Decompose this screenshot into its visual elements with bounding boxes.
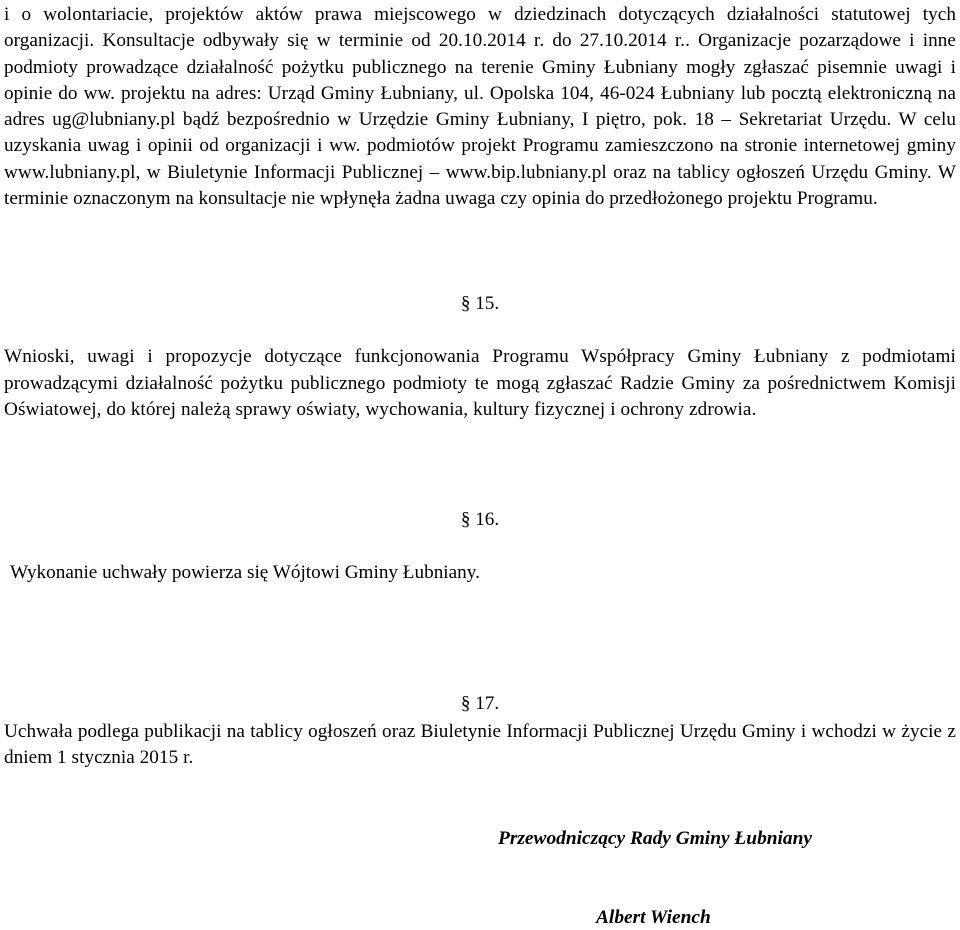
text-line: Wnioski, uwagi i propozycje dotyczące funkcjonowania Programu Współpracy Gminy Łubniany z bbox=[4, 346, 850, 367]
text-line: gminy www.lubniany.pl, w Biuletynie Informacji Publicznej – www.bip.lubniany.pl oraz na tablicy bbox=[4, 135, 956, 183]
text-line: bezpośrednio w Urzędzie Gminy Łubniany, I piętro, pok. 18 – Sekretariat Urzędu. W celu uzyskania bbox=[4, 109, 956, 157]
text-line: podmiotami prowadzącymi działalność pożytku publicznego podmioty te mogą zgłaszać Radzie bbox=[4, 346, 956, 394]
section-15-paragraph bbox=[4, 344, 956, 424]
text-line: kultury fizycznej i ochrony zdrowia. bbox=[473, 399, 757, 420]
text-line: ogłoszeń Urzędu Gminy. W terminie oznaczonym na konsultacje nie wpłynęła żadna uwaga czy bbox=[4, 161, 956, 210]
text-line: opinia do przedłożonego projektu Programu. bbox=[531, 188, 878, 210]
text-line: uwag i opinii od organizacji i ww. podmiotów projekt Programu zamieszczono na stronie internetowej bbox=[87, 135, 901, 157]
text-line: i wchodzi w życie z dniem 1 stycznia 2015 r. bbox=[4, 721, 956, 769]
text-line: Gminy za pośrednictwem Komisji Oświatowej, do której należą sprawy oświaty, wychowania, bbox=[4, 372, 956, 420]
text-line: Organizacje pozarządowe i inne podmioty prowadzące działalność pożytku publicznego na terenie bbox=[4, 30, 956, 78]
section-16-heading: § 16. bbox=[460, 509, 500, 530]
signature-title: Przewodniczący Rady Gminy Łubniany bbox=[498, 828, 813, 849]
text-line: Gminy Łubniany mogły zgłaszać pisemnie uwagi i opinie do ww. projektu na adres: Urząd Gminy bbox=[4, 56, 956, 104]
signature-name: Albert Wiench bbox=[596, 907, 711, 928]
document-page bbox=[4, 0, 956, 930]
section-17-heading: § 17. bbox=[460, 693, 500, 714]
text-line: Uchwała podlega publikacji na tablicy ogłoszeń oraz Biuletynie Informacji Publicznej Urzędu Gminy bbox=[4, 721, 796, 742]
paragraph-14-continuation bbox=[4, 2, 956, 212]
text-line: Łubniany, ul. Opolska 104, 46-024 Łubniany lub pocztą elektroniczną na adres ug@lubniany.pl bądź bbox=[4, 82, 956, 131]
section-16-text: Wykonanie uchwały powierza się Wójtowi Gminy Łubniany. bbox=[10, 562, 480, 583]
section-17-paragraph bbox=[4, 719, 956, 772]
section-15-heading: § 15. bbox=[460, 293, 500, 314]
text-line: i o wolontariacie, projektów aktów prawa miejscowego w dziedzinach dotyczących działalności bbox=[4, 4, 820, 25]
text-line: statutowej tych organizacji. Konsultacje odbywały się w terminie od 20.10.2014 r. do 27.10.2014 r.. bbox=[4, 4, 956, 52]
